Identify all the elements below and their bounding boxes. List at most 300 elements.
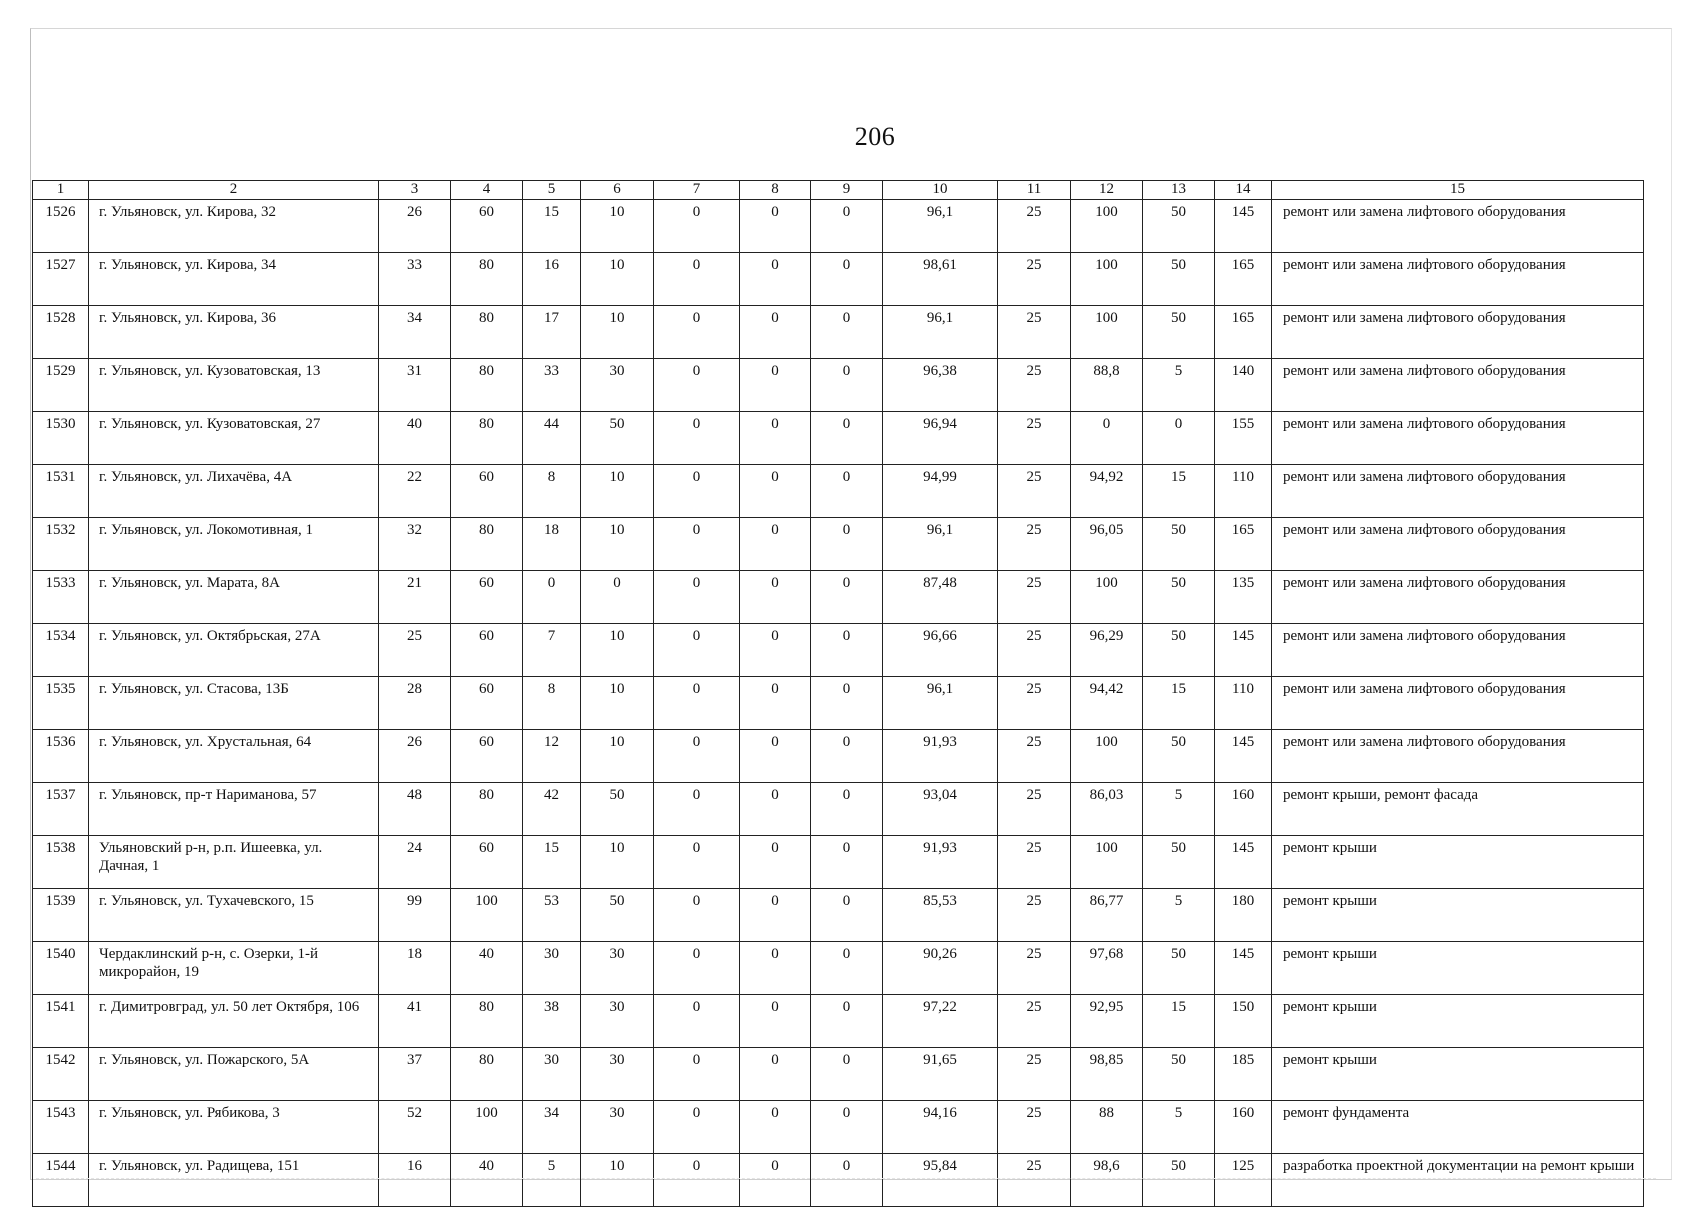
table-cell: 0 [654,889,740,942]
table-cell: 25 [998,359,1071,412]
table-body [33,200,1644,1207]
table-cell: 125 [1215,1154,1272,1207]
table-cell: 0 [654,836,740,889]
table-cell: 80 [451,1048,523,1101]
table-cell: 5 [1143,783,1215,836]
table-cell: 41 [379,995,451,1048]
table-cell: 0 [654,730,740,783]
table-cell: 99 [379,889,451,942]
table-cell: 1539 [33,889,89,942]
table-cell: 25 [998,200,1071,253]
table-cell: 100 [451,1101,523,1154]
table-cell: 160 [1215,1101,1272,1154]
work-type-cell: ремонт крыши [1272,889,1644,942]
table-cell: 0 [740,1101,811,1154]
table-cell: 50 [1143,942,1215,995]
table-cell: 50 [1143,730,1215,783]
table-cell: 15 [1143,677,1215,730]
data-table [32,180,1644,1207]
table-cell: 0 [654,1048,740,1101]
table-cell: 1526 [33,200,89,253]
table-cell: 0 [740,571,811,624]
table-cell: 24 [379,836,451,889]
table-cell: 10 [581,200,654,253]
table-cell: 0 [654,412,740,465]
table-cell: 0 [654,677,740,730]
table-cell: 0 [740,995,811,1048]
table-cell: 0 [811,200,883,253]
work-type-cell: ремонт крыши [1272,942,1644,995]
address-cell: г. Ульяновск, ул. Кузоватовская, 27 [89,412,379,465]
table-cell: 33 [379,253,451,306]
table-cell: 0 [740,1154,811,1207]
table-cell: 25 [998,889,1071,942]
column-header: 10 [883,181,998,200]
table-cell: 0 [740,359,811,412]
table-row [33,677,1644,730]
table-cell: 150 [1215,995,1272,1048]
table-cell: 22 [379,465,451,518]
table-cell: 25 [998,783,1071,836]
address-cell: г. Ульяновск, ул. Кирова, 34 [89,253,379,306]
table-row [33,1048,1644,1101]
table-cell: 94,92 [1071,465,1143,518]
table-cell: 0 [811,1101,883,1154]
address-cell: г. Ульяновск, ул. Кирова, 36 [89,306,379,359]
table-cell: 0 [740,942,811,995]
table-cell: 80 [451,783,523,836]
work-type-cell: ремонт или замена лифтового оборудования [1272,253,1644,306]
table-cell: 50 [1143,200,1215,253]
table-cell: 88,8 [1071,359,1143,412]
table-cell: 25 [998,995,1071,1048]
table-cell: 0 [811,359,883,412]
table-cell: 50 [581,889,654,942]
table-row [33,783,1644,836]
table-cell: 0 [811,783,883,836]
table-cell: 18 [379,942,451,995]
table-cell: 0 [811,412,883,465]
table-cell: 40 [451,1154,523,1207]
table-cell: 97,68 [1071,942,1143,995]
work-type-cell: ремонт или замена лифтового оборудования [1272,359,1644,412]
table-cell: 1532 [33,518,89,571]
table-cell: 5 [1143,1101,1215,1154]
table-cell: 145 [1215,200,1272,253]
table-cell: 90,26 [883,942,998,995]
table-cell: 25 [998,1101,1071,1154]
table-cell: 0 [1143,412,1215,465]
table-cell: 95,84 [883,1154,998,1207]
table-cell: 96,1 [883,677,998,730]
address-cell: г. Ульяновск, пр-т Нариманова, 57 [89,783,379,836]
table-row [33,253,1644,306]
table-cell: 1528 [33,306,89,359]
table-cell: 8 [523,677,581,730]
column-header: 4 [451,181,523,200]
table-cell: 185 [1215,1048,1272,1101]
table-cell: 18 [523,518,581,571]
column-header: 13 [1143,181,1215,200]
work-type-cell: ремонт или замена лифтового оборудования [1272,465,1644,518]
work-type-cell: ремонт или замена лифтового оборудования [1272,412,1644,465]
table-cell: 30 [581,359,654,412]
table-cell: 10 [581,677,654,730]
table-cell: 52 [379,1101,451,1154]
table-cell: 1540 [33,942,89,995]
table-cell: 25 [998,306,1071,359]
table-cell: 50 [581,412,654,465]
table-cell: 0 [811,836,883,889]
table-cell: 30 [523,1048,581,1101]
column-header: 9 [811,181,883,200]
address-cell: г. Ульяновск, ул. Локомотивная, 1 [89,518,379,571]
table-cell: 33 [523,359,581,412]
table-cell: 25 [998,412,1071,465]
table-cell: 0 [654,783,740,836]
table-cell: 0 [740,624,811,677]
table-cell: 1541 [33,995,89,1048]
table-cell: 0 [740,1048,811,1101]
table-row [33,889,1644,942]
table-cell: 92,95 [1071,995,1143,1048]
table-cell: 0 [740,836,811,889]
page-number: 206 [854,122,896,151]
table-cell: 145 [1215,942,1272,995]
table-cell: 0 [654,624,740,677]
table-cell: 96,1 [883,306,998,359]
table-cell: 91,65 [883,1048,998,1101]
address-cell: г. Ульяновск, ул. Хрустальная, 64 [89,730,379,783]
address-cell: г. Димитровград, ул. 50 лет Октября, 106 [89,995,379,1048]
table-cell: 80 [451,995,523,1048]
table-cell: 87,48 [883,571,998,624]
table-cell: 25 [998,942,1071,995]
work-type-cell: ремонт крыши [1272,836,1644,889]
work-type-cell: ремонт или замена лифтового оборудования [1272,730,1644,783]
table-cell: 0 [654,200,740,253]
table-cell: 25 [998,518,1071,571]
table-cell: 50 [1143,624,1215,677]
table-row [33,200,1644,253]
table-cell: 80 [451,306,523,359]
table-cell: 1543 [33,1101,89,1154]
column-header: 15 [1272,181,1644,200]
table-row [33,995,1644,1048]
column-header: 11 [998,181,1071,200]
table-cell: 88 [1071,1101,1143,1154]
address-cell: г. Ульяновск, ул. Пожарского, 5А [89,1048,379,1101]
table-cell: 10 [581,253,654,306]
table-cell: 25 [379,624,451,677]
work-type-cell: ремонт или замена лифтового оборудования [1272,518,1644,571]
work-type-cell: ремонт крыши, ремонт фасада [1272,783,1644,836]
table-cell: 26 [379,730,451,783]
table-cell: 100 [451,889,523,942]
table-cell: 50 [1143,1154,1215,1207]
address-cell: г. Ульяновск, ул. Кирова, 32 [89,200,379,253]
table-cell: 80 [451,412,523,465]
column-header: 2 [89,181,379,200]
table-cell: 0 [740,783,811,836]
table-cell: 25 [998,1048,1071,1101]
table-cell: 0 [740,306,811,359]
table-cell: 26 [379,200,451,253]
table-cell: 0 [654,942,740,995]
table-cell: 0 [740,465,811,518]
table-cell: 1544 [33,1154,89,1207]
table-cell: 0 [811,1154,883,1207]
table-cell: 100 [1071,571,1143,624]
table-cell: 16 [523,253,581,306]
column-header: 5 [523,181,581,200]
table-row [33,306,1644,359]
table-row [33,624,1644,677]
table-cell: 1536 [33,730,89,783]
table-cell: 21 [379,571,451,624]
table-row [33,730,1644,783]
table-cell: 7 [523,624,581,677]
table-cell: 48 [379,783,451,836]
work-type-cell: ремонт или замена лифтового оборудования [1272,571,1644,624]
table-cell: 50 [1143,518,1215,571]
table-cell: 135 [1215,571,1272,624]
table-cell: 40 [451,942,523,995]
work-type-cell: ремонт или замена лифтового оборудования [1272,306,1644,359]
table-cell: 0 [740,889,811,942]
table-cell: 86,03 [1071,783,1143,836]
column-header: 7 [654,181,740,200]
table-cell: 96,1 [883,200,998,253]
table-cell: 30 [581,995,654,1048]
table-cell: 50 [1143,306,1215,359]
table-cell: 60 [451,730,523,783]
table-cell: 60 [451,677,523,730]
table-cell: 91,93 [883,730,998,783]
table-cell: 145 [1215,730,1272,783]
table-cell: 10 [581,306,654,359]
table-cell: 98,61 [883,253,998,306]
table-cell: 100 [1071,836,1143,889]
table-cell: 60 [451,624,523,677]
table-cell: 0 [740,200,811,253]
table-cell: 37 [379,1048,451,1101]
table-cell: 140 [1215,359,1272,412]
table-cell: 110 [1215,465,1272,518]
table-cell: 5 [523,1154,581,1207]
column-header: 3 [379,181,451,200]
table-cell: 34 [523,1101,581,1154]
work-type-cell: разработка проектной документации на ремонт крыши [1272,1154,1644,1207]
table-cell: 0 [811,306,883,359]
table-cell: 0 [811,730,883,783]
table-cell: 1534 [33,624,89,677]
table-cell: 155 [1215,412,1272,465]
table-cell: 40 [379,412,451,465]
table-cell: 30 [523,942,581,995]
table-row [33,571,1644,624]
table-cell: 1527 [33,253,89,306]
table-cell: 1535 [33,677,89,730]
table-cell: 0 [654,1154,740,1207]
table-cell: 32 [379,518,451,571]
table-cell: 8 [523,465,581,518]
table-cell: 0 [523,571,581,624]
table-cell: 0 [654,359,740,412]
table-cell: 0 [811,624,883,677]
address-cell: г. Ульяновск, ул. Марата, 8А [89,571,379,624]
table-cell: 96,94 [883,412,998,465]
table-cell: 1530 [33,412,89,465]
column-header: 8 [740,181,811,200]
table-cell: 30 [581,1101,654,1154]
table-cell: 15 [1143,465,1215,518]
table-cell: 50 [1143,836,1215,889]
address-cell: г. Ульяновск, ул. Тухачевского, 15 [89,889,379,942]
column-header: 1 [33,181,89,200]
bottom-rule [36,1178,1656,1179]
table-cell: 5 [1143,359,1215,412]
table-cell: 98,6 [1071,1154,1143,1207]
table-cell: 25 [998,1154,1071,1207]
table-row [33,836,1644,889]
table-cell: 0 [811,518,883,571]
table-cell: 100 [1071,200,1143,253]
table-cell: 0 [811,465,883,518]
table-cell: 0 [811,253,883,306]
table-cell: 0 [811,942,883,995]
column-header: 6 [581,181,654,200]
table-cell: 0 [740,412,811,465]
header-row [33,181,1644,200]
table-cell: 0 [654,306,740,359]
table-cell: 96,29 [1071,624,1143,677]
table-cell: 10 [581,624,654,677]
table-cell: 91,93 [883,836,998,889]
table-cell: 85,53 [883,889,998,942]
table-cell: 12 [523,730,581,783]
address-cell: г. Ульяновск, ул. Кузоватовская, 13 [89,359,379,412]
table-cell: 96,66 [883,624,998,677]
table-cell: 100 [1071,253,1143,306]
work-type-cell: ремонт или замена лифтового оборудования [1272,200,1644,253]
address-cell: г. Ульяновск, ул. Октябрьская, 27А [89,624,379,677]
table-cell: 25 [998,836,1071,889]
table-cell: 94,99 [883,465,998,518]
table-cell: 160 [1215,783,1272,836]
table-cell: 30 [581,942,654,995]
table-cell: 16 [379,1154,451,1207]
table-cell: 10 [581,465,654,518]
table-cell: 50 [1143,1048,1215,1101]
table-cell: 0 [654,518,740,571]
table-cell: 10 [581,518,654,571]
table-cell: 15 [523,200,581,253]
table-cell: 1542 [33,1048,89,1101]
table-cell: 50 [1143,253,1215,306]
table-cell: 0 [740,677,811,730]
table-cell: 25 [998,677,1071,730]
table-cell: 25 [998,465,1071,518]
table-cell: 15 [523,836,581,889]
table-cell: 145 [1215,836,1272,889]
table-cell: 80 [451,253,523,306]
table-row [33,942,1644,995]
table-cell: 94,16 [883,1101,998,1154]
table-cell: 25 [998,624,1071,677]
table-row [33,359,1644,412]
table-cell: 34 [379,306,451,359]
table-cell: 110 [1215,677,1272,730]
table-cell: 0 [811,889,883,942]
table-cell: 1533 [33,571,89,624]
address-cell: Ульяновский р-н, р.п. Ишеевка, ул. Дачная, 1 [89,836,379,889]
table-cell: 15 [1143,995,1215,1048]
table-cell: 93,04 [883,783,998,836]
table-cell: 60 [451,465,523,518]
table-cell: 0 [1071,412,1143,465]
work-type-cell: ремонт крыши [1272,995,1644,1048]
table-cell: 10 [581,1154,654,1207]
table-cell: 86,77 [1071,889,1143,942]
address-cell: г. Ульяновск, ул. Радищева, 151 [89,1154,379,1207]
table-cell: 1537 [33,783,89,836]
table-cell: 25 [998,253,1071,306]
table-cell: 17 [523,306,581,359]
table-cell: 0 [811,995,883,1048]
table-cell: 60 [451,571,523,624]
table-cell: 98,85 [1071,1048,1143,1101]
table-cell: 0 [740,253,811,306]
table-cell: 80 [451,518,523,571]
table-cell: 0 [740,730,811,783]
table-cell: 0 [811,1048,883,1101]
table-cell: 97,22 [883,995,998,1048]
table-cell: 1531 [33,465,89,518]
table-cell: 100 [1071,730,1143,783]
table-cell: 44 [523,412,581,465]
work-type-cell: ремонт фундамента [1272,1101,1644,1154]
table-cell: 50 [1143,571,1215,624]
table-cell: 94,42 [1071,677,1143,730]
table-cell: 96,05 [1071,518,1143,571]
address-cell: Чердаклинский р-н, с. Озерки, 1-й микрорайон, 19 [89,942,379,995]
table-cell: 0 [654,253,740,306]
table-cell: 0 [654,571,740,624]
table-cell: 0 [581,571,654,624]
work-type-cell: ремонт или замена лифтового оборудования [1272,677,1644,730]
table-cell: 28 [379,677,451,730]
table-row [33,1154,1644,1207]
table-cell: 38 [523,995,581,1048]
table-cell: 0 [654,995,740,1048]
table-cell: 53 [523,889,581,942]
table-row [33,465,1644,518]
table-row [33,1101,1644,1154]
address-cell: г. Ульяновск, ул. Стасова, 13Б [89,677,379,730]
work-type-cell: ремонт крыши [1272,1048,1644,1101]
table-cell: 10 [581,730,654,783]
table-cell: 25 [998,730,1071,783]
table-cell: 30 [581,1048,654,1101]
table-cell: 180 [1215,889,1272,942]
table-cell: 0 [740,518,811,571]
table-cell: 42 [523,783,581,836]
table-cell: 100 [1071,306,1143,359]
table-cell: 0 [811,571,883,624]
column-header: 14 [1215,181,1272,200]
table-row [33,518,1644,571]
